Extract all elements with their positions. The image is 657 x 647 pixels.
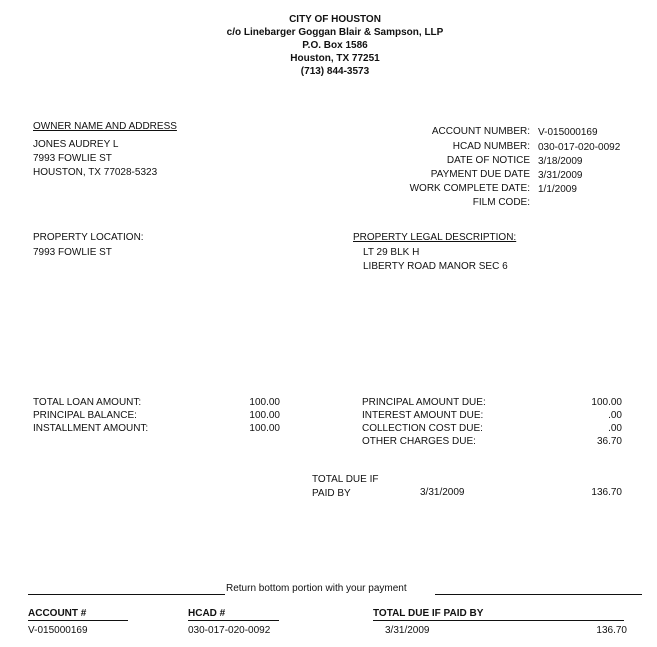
hcad-number-label: HCAD NUMBER: (452, 141, 530, 152)
return-divider-right (435, 594, 642, 595)
stub-hcad-value: 030-017-020-0092 (188, 625, 271, 636)
owner-city: HOUSTON, TX 77028-5323 (33, 167, 158, 178)
other-charges-due-label: OTHER CHARGES DUE: (362, 436, 476, 447)
total-due-label: TOTAL DUE IF (312, 474, 379, 485)
return-instruction: Return bottom portion with your payment (226, 583, 407, 594)
interest-amount-due-value: .00 (608, 410, 622, 421)
total-loan-label: TOTAL LOAN AMOUNT: (33, 397, 142, 408)
principal-amount-due-label: PRINCIPAL AMOUNT DUE: (362, 397, 486, 408)
work-complete-date-label: WORK COMPLETE DATE: (409, 183, 530, 194)
date-of-notice-label: DATE OF NOTICE (446, 155, 530, 166)
property-legal-label: PROPERTY LEGAL DESCRIPTION: (353, 232, 517, 243)
account-number-value: V-015000169 (538, 127, 598, 138)
stub-total-underline (373, 620, 624, 621)
installment-amount-label: INSTALLMENT AMOUNT: (33, 423, 149, 434)
paid-by-label: PAID BY (312, 488, 351, 499)
payment-due-date-value: 3/31/2009 (538, 170, 583, 181)
total-due-amount: 136.70 (591, 487, 622, 498)
property-location-value: 7993 FOWLIE ST (33, 247, 112, 258)
stub-date-value: 3/31/2009 (385, 625, 430, 636)
date-of-notice-value: 3/18/2009 (538, 156, 583, 167)
principal-amount-due-value: 100.00 (591, 397, 622, 408)
collection-cost-due-value: .00 (608, 423, 622, 434)
collection-cost-due-label: COLLECTION COST DUE: (362, 423, 483, 434)
principal-balance-value: 100.00 (249, 410, 280, 421)
film-code-label: FILM CODE: (472, 197, 530, 208)
stub-account-underline (28, 620, 128, 621)
stub-account-header: ACCOUNT # (28, 608, 87, 619)
header-city: CITY OF HOUSTON (289, 14, 381, 25)
header-firm: c/o Linebarger Goggan Blair & Sampson, LLP (226, 27, 444, 38)
principal-balance-label: PRINCIPAL BALANCE: (33, 410, 137, 421)
owner-street: 7993 FOWLIE ST (33, 153, 112, 164)
total-loan-value: 100.00 (249, 397, 280, 408)
owner-name: JONES AUDREY L (33, 139, 119, 150)
header-po-box: P.O. Box 1586 (302, 40, 368, 51)
stub-amount-value: 136.70 (596, 625, 627, 636)
property-legal-line1: LT 29 BLK H (363, 247, 420, 258)
stub-hcad-underline (188, 620, 279, 621)
total-due-date: 3/31/2009 (420, 487, 465, 498)
interest-amount-due-label: INTEREST AMOUNT DUE: (362, 410, 484, 421)
payment-due-date-label: PAYMENT DUE DATE (430, 169, 530, 180)
hcad-number-value: 030-017-020-0092 (538, 142, 621, 153)
stub-total-header: TOTAL DUE IF PAID BY (373, 608, 484, 619)
work-complete-date-value: 1/1/2009 (538, 184, 577, 195)
header-city-state: Houston, TX 77251 (290, 53, 380, 64)
account-number-label: ACCOUNT NUMBER: (431, 126, 530, 137)
stub-hcad-header: HCAD # (188, 608, 226, 619)
stub-account-value: V-015000169 (28, 625, 88, 636)
other-charges-due-value: 36.70 (596, 436, 622, 447)
header-phone: (713) 844-3573 (300, 66, 370, 77)
installment-amount-value: 100.00 (249, 423, 280, 434)
return-divider-left (28, 594, 225, 595)
owner-heading: OWNER NAME AND ADDRESS (33, 121, 177, 132)
property-location-label: PROPERTY LOCATION: (33, 232, 144, 243)
property-legal-line2: LIBERTY ROAD MANOR SEC 6 (363, 261, 508, 272)
